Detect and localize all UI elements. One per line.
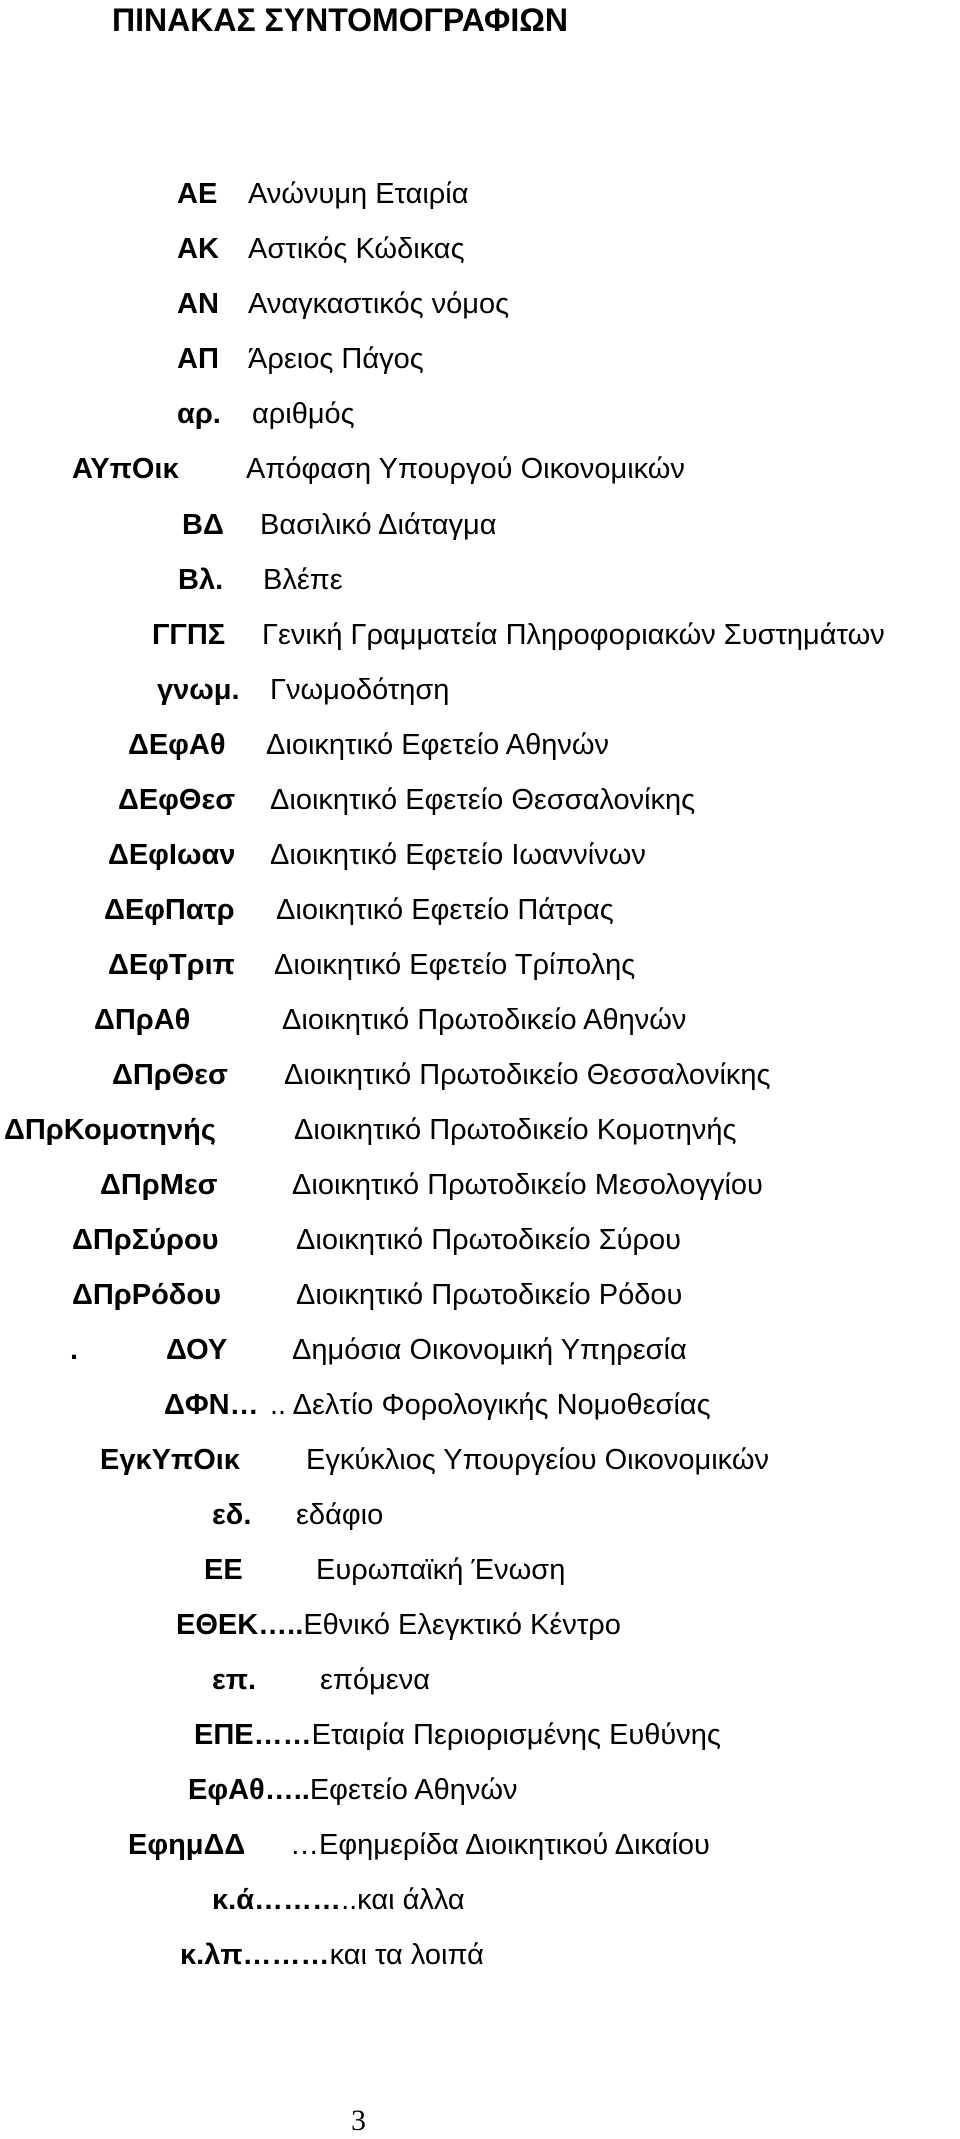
abbreviation: ΔΦΝ…: [164, 1389, 259, 1421]
abbreviation: ΔΠρΘεσ: [112, 1059, 228, 1091]
abbreviation: ΑΕ: [177, 178, 218, 210]
inline-entry: [212, 1883, 465, 1917]
inline-entry: [188, 1773, 518, 1807]
abbreviation: ΑΥπΟικ: [72, 453, 179, 485]
definition: Αναγκαστικός νόμος: [248, 288, 510, 320]
definition: …Εφημερίδα Διοικητικού Δικαίου: [290, 1829, 710, 1861]
inline-entry: [176, 1608, 621, 1642]
definition: Δημόσια Οικονομική Υπηρεσία: [292, 1334, 687, 1366]
abbreviation: εδ.: [212, 1499, 252, 1531]
definition: Γενική Γραμματεία Πληροφοριακών Συστημάτων: [262, 619, 885, 651]
definition: Διοικητικό Πρωτοδικείο Σύρου: [296, 1224, 682, 1256]
abbreviation: ΒΔ: [182, 509, 224, 541]
abbreviation: ΓΓΠΣ: [152, 619, 226, 651]
definition: Διοικητικό Εφετείο Θεσσαλονίκης: [270, 784, 696, 816]
abbreviation: ΔΠρΚομοτηνής: [4, 1114, 216, 1146]
definition: εδάφιο: [296, 1499, 384, 1531]
definition: Αστικός Κώδικας: [248, 233, 465, 265]
definition: ..και άλλα: [341, 1884, 465, 1916]
definition: Απόφαση Υπουργού Οικονομικών: [246, 453, 685, 485]
inline-entry: [194, 1718, 721, 1752]
abbreviation: ΔΠρΜεσ: [100, 1169, 218, 1201]
definition: Διοικητικό Πρωτοδικείο Μεσολογγίου: [292, 1169, 763, 1201]
definition: Διοικητικό Εφετείο Αθηνών: [266, 729, 609, 761]
abbreviation: γνωμ.: [157, 674, 240, 706]
abbreviation: ΔΠρΡόδου: [72, 1279, 221, 1311]
definition: Διοικητικό Εφετείο Πάτρας: [276, 894, 614, 926]
definition: και τα λοιπά: [329, 1939, 484, 1971]
definition: Εφετείο Αθηνών: [309, 1774, 518, 1806]
definition: Εθνικό Ελεγκτικό Κέντρο: [303, 1609, 621, 1641]
abbreviation: ΕΕ: [204, 1554, 243, 1586]
definition: Βασιλικό Διάταγμα: [260, 509, 497, 541]
abbreviation: επ.: [212, 1664, 257, 1696]
abbreviation: ΕΘΕΚ…..: [176, 1609, 304, 1641]
abbreviation: κ.λπ………: [180, 1939, 330, 1971]
abbreviation: Βλ.: [178, 564, 224, 596]
definition: Άρειος Πάγος: [248, 343, 424, 375]
definition: .. Δελτίο Φορολογικής Νομοθεσίας: [270, 1389, 711, 1421]
definition: Ευρωπαϊκή Ένωση: [316, 1554, 566, 1586]
abbreviation: κ.ά………: [212, 1884, 342, 1916]
abbreviation: ΔΕφΘεσ: [118, 784, 236, 816]
abbreviation: ΑΝ: [177, 288, 219, 320]
abbreviation: ΔΠρΑθ: [94, 1004, 191, 1036]
abbreviation: ΔΕφΙωαν: [108, 839, 236, 871]
definition: Διοικητικό Εφετείο Ιωαννίνων: [270, 839, 646, 871]
definition: Γνωμοδότηση: [270, 674, 450, 706]
definition: επόμενα: [320, 1664, 430, 1696]
abbreviation: ΕγκΥπΟικ: [100, 1444, 240, 1476]
definition: Εταιρία Περιορισμένης Ευθύνης: [311, 1719, 721, 1751]
abbreviation: ΔΕφΤριπ: [108, 949, 235, 981]
abbreviation: ΕφΑθ…..: [188, 1774, 310, 1806]
abbreviation: αρ.: [177, 398, 221, 430]
abbreviation: ΔΟΥ: [166, 1334, 228, 1366]
definition: Διοικητικό Πρωτοδικείο Αθηνών: [282, 1004, 687, 1036]
abbreviation: ΔΕφΑθ: [128, 729, 226, 761]
definition: Διοικητικό Πρωτοδικείο Ρόδου: [296, 1279, 683, 1311]
abbreviation: ΔΕφΠατρ: [104, 894, 235, 926]
definition: Εγκύκλιος Υπουργείου Οικονομικών: [306, 1444, 769, 1476]
definition: Διοικητικό Πρωτοδικείο Κομοτηνής: [294, 1114, 737, 1146]
definition: αριθμός: [252, 398, 355, 430]
abbreviation: ΕφημΔΔ: [128, 1829, 246, 1861]
inline-entry: [180, 1938, 484, 1972]
abbreviation: ΔΠρΣύρου: [72, 1224, 219, 1256]
page-title: ΠΙΝΑΚΑΣ ΣΥΝΤΟΜΟΓΡΑΦΙΩΝ: [112, 2, 568, 38]
definition: Ανώνυμη Εταιρία: [248, 178, 469, 210]
page-number: 3: [351, 2104, 366, 2137]
definition: Διοικητικό Πρωτοδικείο Θεσσαλονίκης: [284, 1059, 771, 1091]
abbreviation: ΕΠΕ……: [194, 1719, 312, 1751]
abbreviation: ΑΚ: [177, 233, 219, 265]
definition: Διοικητικό Εφετείο Τρίπολης: [274, 949, 636, 981]
abbreviation: ΑΠ: [177, 343, 219, 375]
definition: Βλέπε: [263, 564, 343, 596]
row-prefix: .: [70, 1334, 79, 1366]
